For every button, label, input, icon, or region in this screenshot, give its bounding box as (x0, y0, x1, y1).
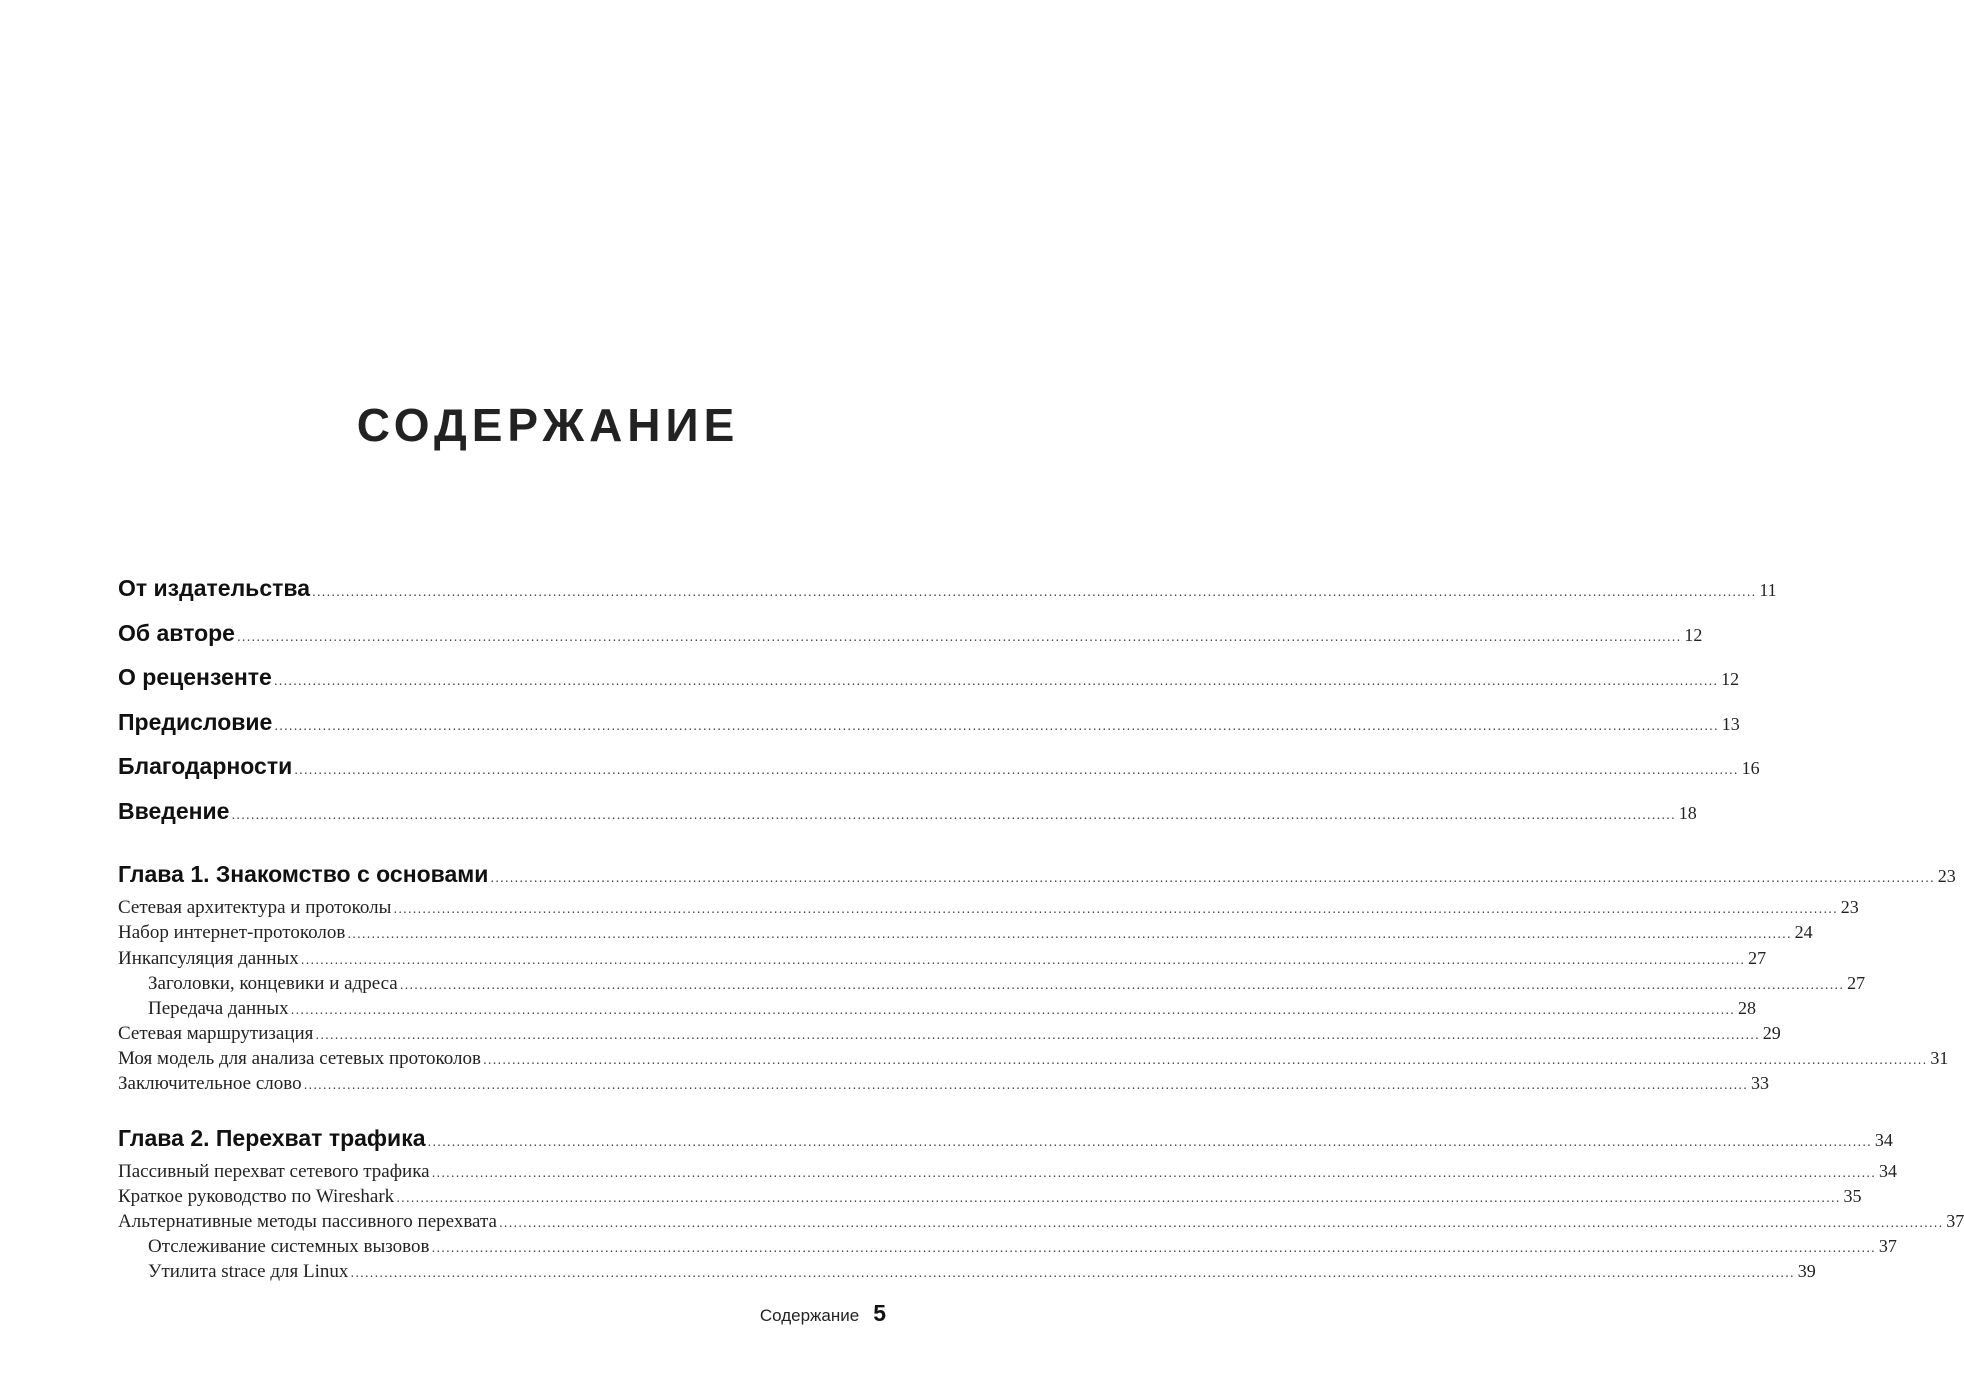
leader-dots: ............................................................................................................................................................................................................................................................................................................ (303, 1078, 1748, 1092)
toc-entry-title: Набор интернет-протоколов (118, 922, 346, 943)
leader-dots: ............................................................................................................................................................................................................................................................................................................ (393, 902, 1838, 916)
toc-section[interactable] (118, 1186, 1862, 1208)
toc-entry-title: Сетевая маршрутизация (118, 1023, 314, 1044)
leader-dots: ............................................................................................................................................................................................................................................................................................................ (294, 763, 1739, 777)
leader-dots: ............................................................................................................................................................................................................................................................................................................ (347, 927, 1792, 941)
toc-section[interactable] (118, 1023, 1781, 1045)
toc-entry-title: Отслеживание системных вызовов (148, 1236, 430, 1257)
leader-dots: ............................................................................................................................................................................................................................................................................................................ (490, 871, 1935, 885)
toc-chapter[interactable] (118, 861, 1956, 888)
toc-entry-title: От издательства (118, 575, 310, 601)
toc-entry-page: 27 (1748, 948, 1767, 968)
toc-section[interactable] (118, 1048, 1949, 1070)
toc-subsection[interactable] (118, 973, 1866, 995)
toc-entry-page: 12 (1684, 625, 1703, 645)
running-footer-label: Содержание (759, 1306, 860, 1325)
leader-dots: ............................................................................................................................................................................................................................................................................................................ (315, 1028, 1760, 1042)
toc-subsection[interactable] (118, 1236, 1897, 1258)
toc-entry-title: Передача данных (148, 998, 289, 1019)
toc-entry-title: О рецензенте (118, 664, 272, 690)
page-title: СОДЕРЖАНИЕ (356, 399, 740, 451)
toc-section[interactable] (118, 897, 1859, 919)
page-footer (760, 1300, 886, 1327)
toc-entry-page: 27 (1847, 973, 1866, 993)
toc-entry[interactable] (118, 753, 1760, 780)
toc-entry-page: 29 (1762, 1023, 1781, 1043)
toc-entry-page: 24 (1794, 922, 1813, 942)
leader-dots: ............................................................................................................................................................................................................................................................................................................ (300, 953, 1746, 967)
toc-entry[interactable] (118, 620, 1703, 647)
leader-dots: ............................................................................................................................................................................................................................................................................................................ (498, 1216, 1944, 1230)
toc-entry-title: Глава 2. Перехват трафика (118, 1125, 426, 1151)
toc-entry-page: 39 (1797, 1261, 1816, 1281)
toc-entry-page: 23 (1937, 866, 1956, 886)
toc-entry-title: Пассивный перехват сетевого трафика (118, 1161, 430, 1182)
toc-entry-title: Введение (118, 798, 230, 824)
toc-entry-page: 35 (1843, 1186, 1862, 1206)
toc-entry-page: 37 (1946, 1211, 1964, 1231)
leader-dots: ............................................................................................................................................................................................................................................................................................................ (274, 719, 1719, 733)
toc-entry-title: Заключительное слово (118, 1073, 302, 1094)
toc-entry-title: Инкапсуляция данных (118, 948, 299, 969)
leader-dots: ............................................................................................................................................................................................................................................................................................................ (482, 1053, 1928, 1067)
toc-entry-page: 11 (1759, 580, 1777, 600)
toc-entry-page: 34 (1878, 1161, 1897, 1181)
toc-entry-title: Глава 1. Знакомство с основами (118, 861, 489, 887)
toc-entry-title: Заголовки, концевики и адреса (148, 973, 398, 994)
toc-entry-title: Краткое руководство по Wireshark (118, 1186, 395, 1207)
leader-dots: ............................................................................................................................................................................................................................................................................................................ (236, 630, 1682, 644)
toc-entry-title: Моя модель для анализа сетевых протоколов (118, 1048, 481, 1069)
toc-entry-page: 34 (1874, 1130, 1893, 1150)
toc-entry[interactable] (118, 664, 1740, 691)
toc-entry[interactable] (118, 709, 1740, 736)
toc-entry-title: Предисловие (118, 709, 273, 735)
leader-dots: ............................................................................................................................................................................................................................................................................................................ (431, 1241, 1876, 1255)
toc-entry-page: 18 (1678, 803, 1697, 823)
toc-entry-title: Альтернативные методы пассивного перехвата (118, 1211, 497, 1232)
leader-dots: ............................................................................................................................................................................................................................................................................................................ (231, 808, 1676, 822)
toc-entry-page: 13 (1721, 714, 1740, 734)
leader-dots: ............................................................................................................................................................................................................................................................................................................ (273, 674, 1719, 688)
leader-dots: ............................................................................................................................................................................................................................................................................................................ (396, 1191, 1841, 1205)
toc-entry[interactable] (118, 575, 1777, 602)
leader-dots: ............................................................................................................................................................................................................................................................................................................ (312, 585, 1757, 599)
toc-entry-page: 16 (1741, 758, 1760, 778)
page-number: 5 (873, 1300, 886, 1326)
toc-subsection[interactable] (118, 1261, 1816, 1283)
toc-entry-page: 37 (1878, 1236, 1897, 1256)
toc-section[interactable] (118, 1211, 1964, 1233)
toc-subsection[interactable] (118, 998, 1756, 1020)
leader-dots: ............................................................................................................................................................................................................................................................................................................ (427, 1135, 1872, 1149)
toc-entry-page: 23 (1840, 897, 1859, 917)
leader-dots: ............................................................................................................................................................................................................................................................................................................ (290, 1003, 1735, 1017)
toc-entry-title: Об авторе (118, 620, 235, 646)
toc-entry-page: 33 (1750, 1073, 1769, 1093)
toc-entry-title: Сетевая архитектура и протоколы (118, 897, 392, 918)
toc-entry-page: 31 (1930, 1048, 1949, 1068)
toc-section[interactable] (118, 922, 1813, 944)
toc-entry[interactable] (118, 798, 1697, 825)
leader-dots: ............................................................................................................................................................................................................................................................................................................ (350, 1266, 1795, 1280)
toc-entry-page: 12 (1721, 669, 1740, 689)
toc-section[interactable] (118, 948, 1767, 970)
toc-section[interactable] (118, 1161, 1897, 1183)
toc-section[interactable] (118, 1073, 1769, 1095)
toc-entry-page: 28 (1737, 998, 1756, 1018)
leader-dots: ............................................................................................................................................................................................................................................................................................................ (399, 978, 1845, 992)
toc-chapter[interactable] (118, 1125, 1893, 1152)
leader-dots: ............................................................................................................................................................................................................................................................................................................ (431, 1166, 1876, 1180)
toc-entry-title: Благодарности (118, 753, 293, 779)
toc-entry-title: Утилита strace для Linux (148, 1261, 349, 1282)
